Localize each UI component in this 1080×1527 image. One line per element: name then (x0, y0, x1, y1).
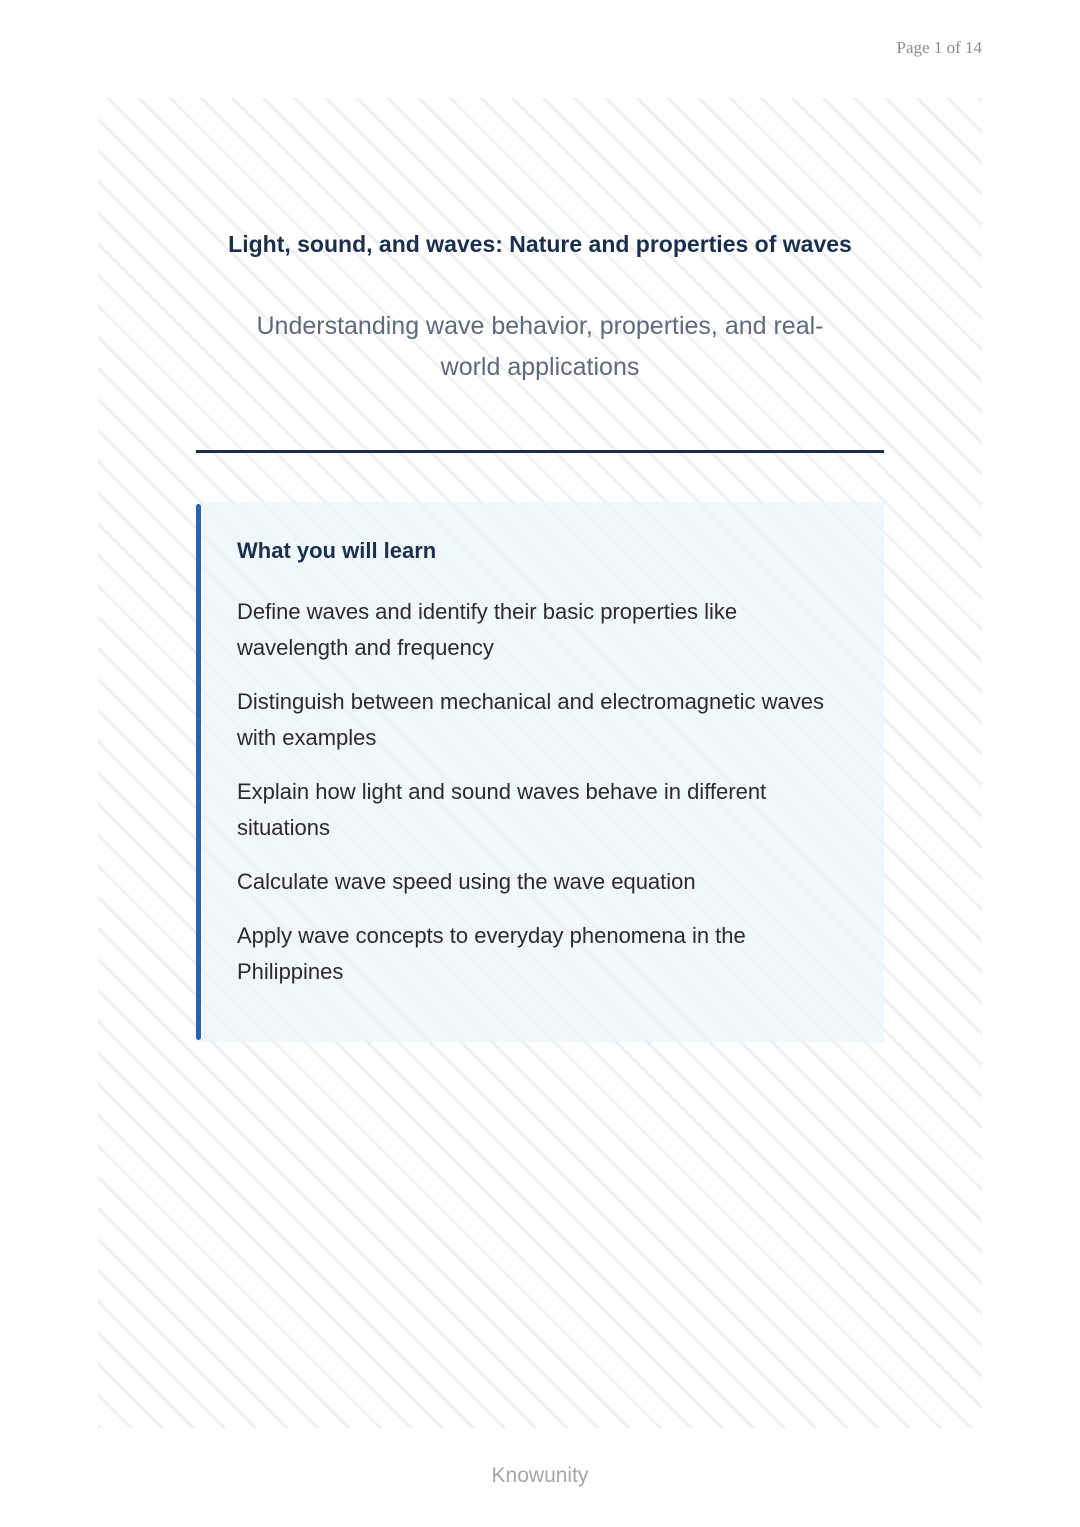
learning-objective-item: Distinguish between mechanical and electromagnetic waves with examples (237, 689, 824, 750)
document-subtitle: Understanding wave behavior, properties, and real-world applications (256, 312, 824, 381)
learning-objective-item: Apply wave concepts to everyday phenomena in the Philippines (237, 923, 746, 984)
learning-objectives-heading: What you will learn (237, 538, 437, 563)
learning-objectives-box (196, 502, 884, 1042)
learning-objective-item: Explain how light and sound waves behave in different situations (237, 779, 767, 840)
title-divider (196, 450, 884, 453)
learning-box-accent-bar (196, 504, 201, 1040)
content-area (98, 98, 982, 1428)
document-title: Light, sound, and waves: Nature and properties of waves (228, 231, 852, 257)
learning-objective-item: Calculate wave speed using the wave equation (237, 869, 696, 894)
learning-objective-item: Define waves and identify their basic properties like wavelength and frequency (237, 599, 738, 660)
learning-objectives-list (237, 594, 837, 1008)
page-number: Page 1 of 14 (896, 38, 982, 57)
footer-brand: Knowunity (491, 1464, 589, 1487)
